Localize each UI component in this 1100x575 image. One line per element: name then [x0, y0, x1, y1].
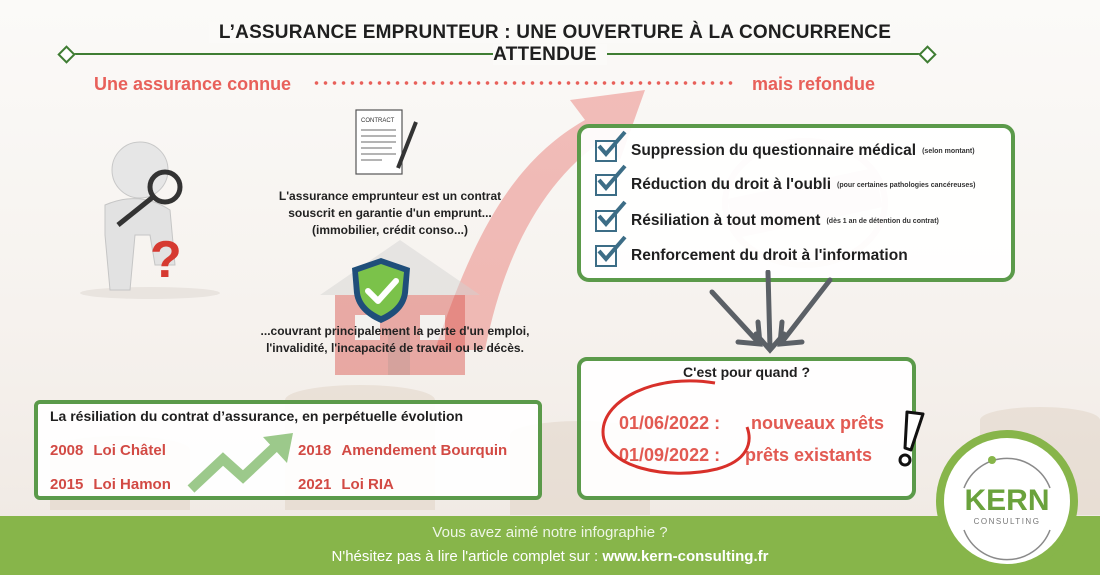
schedule-title: C'est pour quand ? [683, 364, 810, 380]
page-title: L’ASSURANCE EMPRUNTEUR : UNE OUVERTURE À LA CONCURRENCE ATTENDUE [170, 22, 930, 66]
cover-text: ...couvrant principalement la perte d'un emploi, l'invalidité, l'incapacité de travail ou le décès. [260, 324, 530, 355]
intro-text: L'assurance emprunteur est un contrat souscrit en garantie d'un emprunt... (immobilier, crédit conso...) [278, 189, 502, 237]
schedule-date-2: 01/09/2022 : [619, 445, 721, 465]
law-item-3: 2018 Amendement Bourquin [298, 442, 508, 459]
trend-arrow-icon [185, 433, 295, 495]
footer-line-2: N'hésitez pas à lire l'article complet sur : www.kern-consulting.fr [331, 548, 769, 565]
schedule-label-2: prêts existants [745, 445, 873, 465]
schedule-date-1: 01/06/2022 : [619, 413, 721, 433]
law-item-4: 2021 Loi RIA [298, 476, 394, 493]
change-item-3: Résiliation à tout moment (dès 1 an de détention du contrat) [595, 210, 939, 232]
check-icon [595, 210, 617, 232]
schedule-label-1: nouveaux prêts [751, 413, 885, 433]
kern-logo [934, 428, 1080, 574]
law-item-1: 2008 Loi Châtel [50, 442, 166, 459]
shield-check-icon [348, 255, 414, 325]
question-mark-icon: ? [150, 231, 182, 289]
magnifier-figure [50, 125, 250, 300]
check-icon [595, 245, 617, 267]
change-item-1: Suppression du questionnaire médical (selon montant) [595, 140, 975, 162]
arrow-down-icon [700, 270, 840, 360]
change-item-2: Réduction du droit à l'oubli (pour certaines pathologies cancéreuses) [595, 174, 976, 196]
footer-link[interactable]: www.kern-consulting.fr [602, 548, 769, 565]
check-icon [595, 140, 617, 162]
evolution-title: La résiliation du contrat d’assurance, en perpétuelle évolution [50, 408, 464, 424]
footer-line-1: Vous avez aimé notre infographie ? [432, 524, 668, 541]
svg-text:CONTRACT: CONTRACT [361, 118, 395, 124]
subtitle-left: Une assurance connue [94, 74, 292, 94]
exclamation-icon [893, 408, 927, 468]
svg-text:CONSULTING: CONSULTING [973, 517, 1041, 526]
check-icon [595, 174, 617, 196]
changes-panel [577, 124, 1015, 282]
document-icon [352, 108, 424, 180]
svg-text:KERN: KERN [964, 484, 1050, 517]
change-item-4: Renforcement du droit à l'information [595, 245, 908, 267]
red-circle-highlight [597, 377, 757, 481]
subtitle-right: mais refondue [752, 74, 876, 94]
law-item-2: 2015 Loi Hamon [50, 476, 171, 493]
title-diamond-left [57, 45, 75, 63]
dotted-connector [312, 80, 737, 86]
